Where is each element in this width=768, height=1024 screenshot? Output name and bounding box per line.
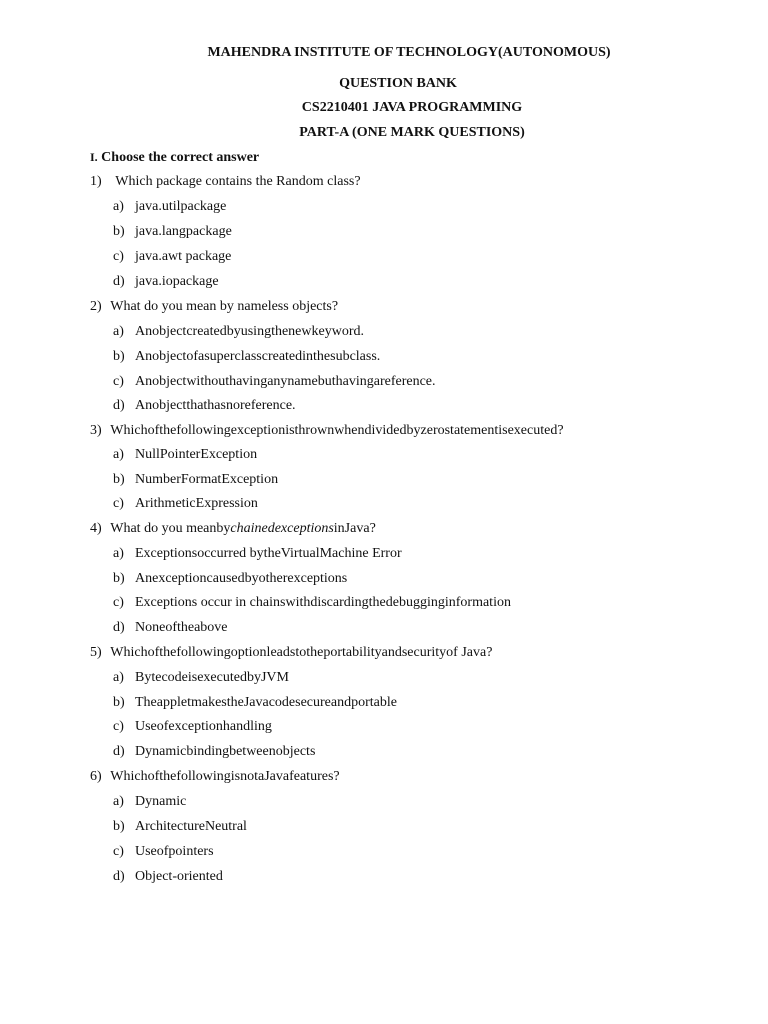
option-1a [113,199,226,215]
question-3 [90,423,564,439]
section-title: Choose the correct answer [101,150,260,165]
option-6b [113,819,247,835]
question-number: 6) [90,769,102,784]
option-text: Anobjectcreatedbyusingthenewkeyword. [135,324,364,339]
option-letter: d) [113,869,125,884]
option-text: Dynamicbindingbetweenobjects [135,744,316,759]
section-heading [90,150,259,166]
option-4d [113,620,228,636]
option-text: java.langpackage [135,224,232,239]
question-number: 2) [90,299,102,314]
option-text: ArchitectureNeutral [135,819,247,834]
option-letter: b) [113,819,125,834]
option-2d [113,398,296,414]
question-text-start: What do you meanby [110,521,231,536]
option-text: NumberFormatException [135,472,279,487]
option-6d [113,869,223,885]
option-letter: c) [113,249,124,264]
option-letter: a) [113,794,124,809]
part-title: PART-A (ONE MARK QUESTIONS) [299,125,525,140]
option-text: Exceptionsoccurred bytheVirtualMachine Error [135,546,402,561]
question-text: WhichofthefollowingisnotaJavafeatures? [110,769,340,784]
option-letter: a) [113,199,124,214]
section-numeral: I. [90,150,98,164]
question-number: 1) [90,174,102,189]
question-number: 3) [90,423,102,438]
option-letter: b) [113,349,125,364]
option-letter: b) [113,472,125,487]
institute-title: MAHENDRA INSTITUTE OF TECHNOLOGY(AUTONOMOUS) [207,45,611,60]
option-letter: b) [113,224,125,239]
option-4b [113,571,347,587]
question-text: What do you mean by nameless objects? [110,299,339,314]
option-letter: c) [113,595,124,610]
option-4c [113,595,511,611]
option-letter: c) [113,844,124,859]
option-1c [113,249,231,265]
option-letter: a) [113,670,124,685]
option-letter: c) [113,496,124,511]
option-4a [113,546,402,562]
question-text: Whichofthefollowingoptionleadstotheportabilityandsecurityof Java? [110,645,493,660]
question-number: 4) [90,521,102,536]
option-text: ArithmeticExpression [135,496,258,511]
course-title: CS2210401 JAVA PROGRAMMING [301,100,523,115]
option-5b [113,695,397,711]
document-type-title: QUESTION BANK [339,76,457,91]
option-letter: b) [113,695,125,710]
option-text: Anobjectofasuperclasscreatedinthesubclass. [135,349,381,364]
option-text: Dynamic [135,794,187,809]
question-text-end: inJava? [333,521,376,536]
option-letter: a) [113,447,124,462]
option-text: Object-oriented [135,869,223,884]
question-4 [90,521,376,537]
option-text: Anobjectthathasnoreference. [135,398,296,413]
option-letter: b) [113,571,125,586]
option-text: NullPointerException [135,447,258,462]
question-number: 5) [90,645,102,660]
option-3b [113,472,278,488]
option-letter: c) [113,374,124,389]
option-text: java.iopackage [135,274,219,289]
option-letter: a) [113,546,124,561]
option-2b [113,349,380,365]
option-text: java.awt package [135,249,232,264]
option-1b [113,224,232,240]
question-2 [90,299,338,315]
option-letter: d) [113,398,125,413]
option-text: Useofexceptionhandling [135,719,272,734]
question-text: Whichofthefollowingexceptionisthrownwhendividedbyzerostatementisexecuted? [110,423,564,438]
option-letter: c) [113,719,124,734]
option-2c [113,374,436,390]
option-letter: d) [113,274,125,289]
option-2a [113,324,364,340]
option-letter: d) [113,744,125,759]
option-text: TheappletmakestheJavacodesecureandportable [135,695,397,710]
option-1d [113,274,219,290]
question-text-italic: chainedexceptions [230,521,334,536]
option-5c [113,719,272,735]
option-3a [113,447,257,463]
option-letter: d) [113,620,125,635]
option-text: Anobjectwithouthavinganynamebuthavingareference. [135,374,436,389]
option-text: Anexceptioncausedbyotherexceptions [135,571,348,586]
option-text: java.utilpackage [135,199,227,214]
question-1 [90,174,361,190]
question-text: Which package contains the Random class? [115,174,361,189]
option-6a [113,794,186,810]
option-5a [113,670,289,686]
option-text: Noneoftheabove [135,620,228,635]
option-5d [113,744,315,760]
question-5 [90,645,492,661]
option-6c [113,844,214,860]
question-6 [90,769,340,785]
option-text: BytecodeisexecutedbyJVM [135,670,289,685]
option-3c [113,496,258,512]
option-text: Useofpointers [135,844,214,859]
option-text: Exceptions occur in chainswithdiscardingthedebugginginformation [135,595,511,610]
option-letter: a) [113,324,124,339]
